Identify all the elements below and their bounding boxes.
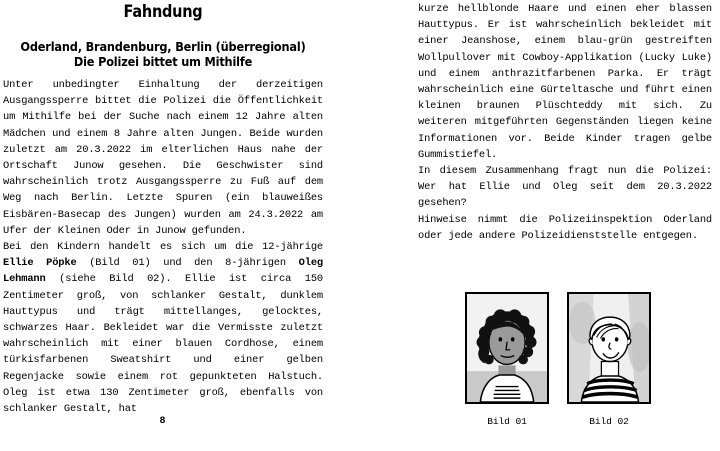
missing-person-name-2: Oleg Lehmann <box>3 257 323 286</box>
right-paragraph-1: kurze hellblonde Haare und einen eher blassen Hauttypus. Er ist wahrscheinlich bekleidet mit einer Jeanshose, einem blau-grün gestreiften Wollpullover mit Cowboy-Applikation (Lucky Luke) und einem anthrazitfarbenen Parka. Er trägt wahrscheinlich eine Gürteltasche und führt einen kleinen braunen Plüschteddy mit sich. Zu weiteren mitgeführten Gegenständen liegen keine Informationen vor. Beide Kinder tragen gelbe Gummistiefel. <box>418 3 712 161</box>
portrait-frame-bild-01 <box>465 292 549 404</box>
girl-portrait-sketch-icon <box>467 294 547 402</box>
subtitle-block <box>3 39 323 69</box>
picture-caption-2: Bild 02 <box>589 416 629 427</box>
text-run: (Bild 01) und den 8-jährigen <box>76 257 299 270</box>
right-column <box>418 0 712 244</box>
right-paragraph-2: In diesem Zusammenhang fragt nun die Polizei: Wer hat Ellie und Oleg seit dem 20.3.2022 gesehen? <box>418 165 712 210</box>
picture-gallery <box>418 292 712 447</box>
left-column <box>3 0 323 417</box>
missing-person-name-1: Ellie Pöpke <box>3 257 77 270</box>
text-run: (siehe Bild 02). Ellie ist circa 150 Zentimeter groß, von schlanker Gestalt, dunklem Hauttypus und trägt mittellanges, gelocktes, schwarzes Haar. Bekleidet war die Vermisste zuletzt wahrscheinlich mit einer blauen Cordhose, einem türkisfarbenen Sweatshirt und einer gelben Regenjacke sowie einem rot gepunkteten Halstuch. Oleg ist etwa 130 Zentimeter groß, ebenfalls von schlanker Gestalt, hat <box>3 273 323 416</box>
page-number: 8 <box>159 416 166 427</box>
subtitle-region: Oderland, Brandenburg, Berlin (überregional) <box>20 39 306 54</box>
left-paragraph-1: Unter unbedingter Einhaltung der derzeitigen Ausgangssperre bittet die Polizei die Öffentlichkeit um Mithilfe bei der Suche nach einem 12 Jahre alten Mädchen und einem 8 Jahre alten Jungen. Beide wurden zuletzt am 20.3.2022 im elterlichen Haus nahe der Ortschaft Junow gesehen. Die Geschwister sind wahrscheinlich trotz Ausgangssperre zu Fuß auf dem Weg nach Berlin. Letzte Spuren (ein blauweißes Eisbären-Basecap des Jungen) wurden am 24.3.2022 am Ufer der Kleinen Oder in Junow gefunden. <box>3 79 323 237</box>
picture-caption-1: Bild 01 <box>487 416 527 427</box>
picture-item-2 <box>567 292 651 428</box>
page-title: Fahndung <box>123 2 203 21</box>
picture-item-1 <box>465 292 549 428</box>
text-run: Bei den Kindern handelt es sich um die 12-jährige <box>3 241 323 254</box>
left-paragraph-2 <box>3 239 323 417</box>
picture-row <box>418 292 651 428</box>
portrait-frame-bild-02 <box>567 292 651 404</box>
boy-portrait-sketch-icon <box>569 294 649 402</box>
right-paragraph-3: Hinweise nimmt die Polizeiinspektion Oderland oder jede andere Polizeidienststelle entgegen. <box>418 213 712 242</box>
subtitle-appeal: Die Polizei bittet um Mithilfe <box>73 54 253 69</box>
